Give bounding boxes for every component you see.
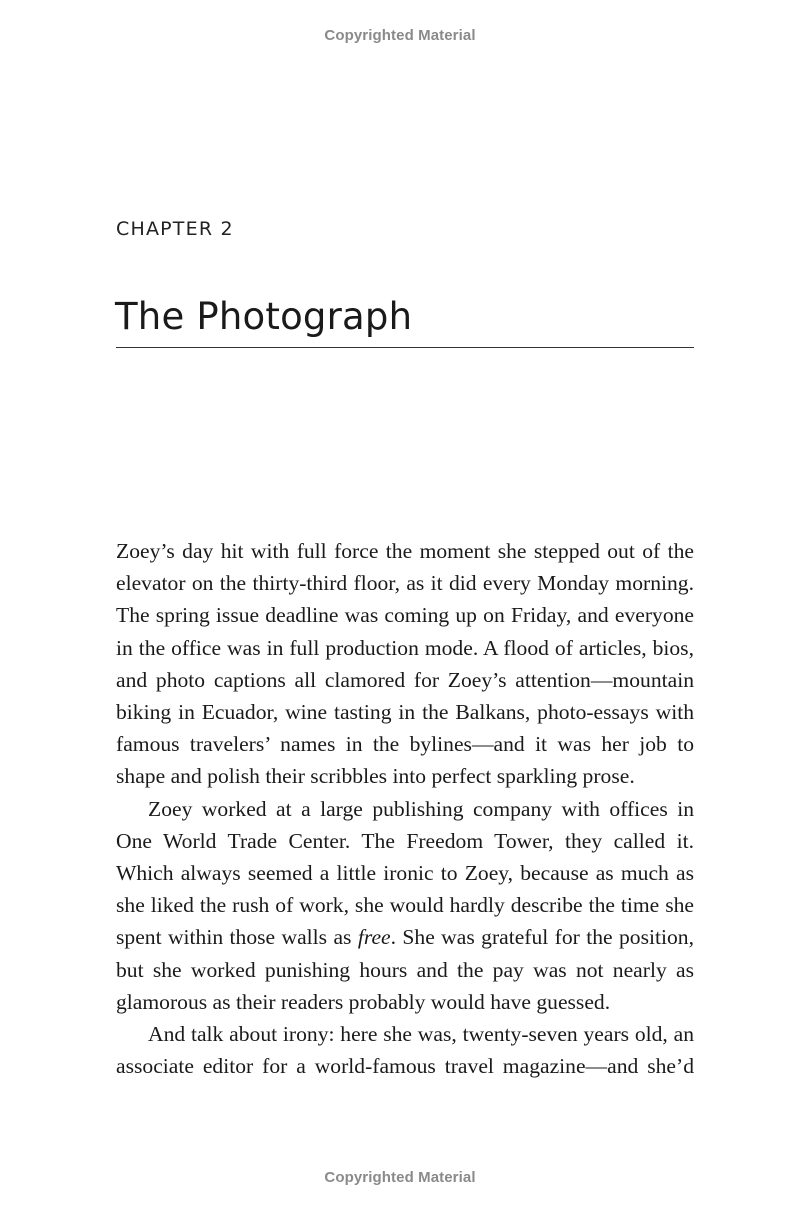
chapter-label: CHAPTER 2 — [116, 218, 234, 240]
paragraph-2-italic: free — [357, 925, 391, 950]
paragraph-2-text-a: Zoey worked at a large publishing company with offices in One World Trade Center. The Freedom Tower, they called it. Which always seemed a little ironic to Zoey, because as much as she liked the rush of work, she would hardly describe the time she spent within those walls as — [116, 796, 694, 950]
paragraph-2-text-b: . She was grateful for the position, but she worked punishing hours and the pay was not nearly as glamorous as their readers probably would have guessed. — [116, 925, 694, 1014]
paragraph-2 — [116, 793, 694, 1018]
paragraph-3: And talk about irony: here she was, twenty-seven years old, an associate editor for a world-famous travel magazine—and she’d — [116, 1022, 694, 1079]
chapter-body — [116, 535, 694, 1082]
copyright-watermark-bottom: Copyrighted Material — [324, 1169, 476, 1186]
copyright-watermark-top: Copyrighted Material — [324, 27, 476, 44]
paragraph-1: Zoey’s day hit with full force the moment she stepped out of the elevator on the thirty-third floor, as it did every Monday morning. The spring issue deadline was coming up on Friday, and everyone in the office was in full production mode. A flood of articles, bios, and photo captions all clamored for Zoey’s attention—mountain biking in Ecuador, wine tasting in the Balkans, photo-essays with famous travelers’ names in the bylines—and it was her job to shape and polish their scribbles into perfect sparkling prose. — [116, 539, 694, 789]
chapter-title: The Photograph — [115, 295, 413, 338]
title-rule — [116, 347, 694, 348]
